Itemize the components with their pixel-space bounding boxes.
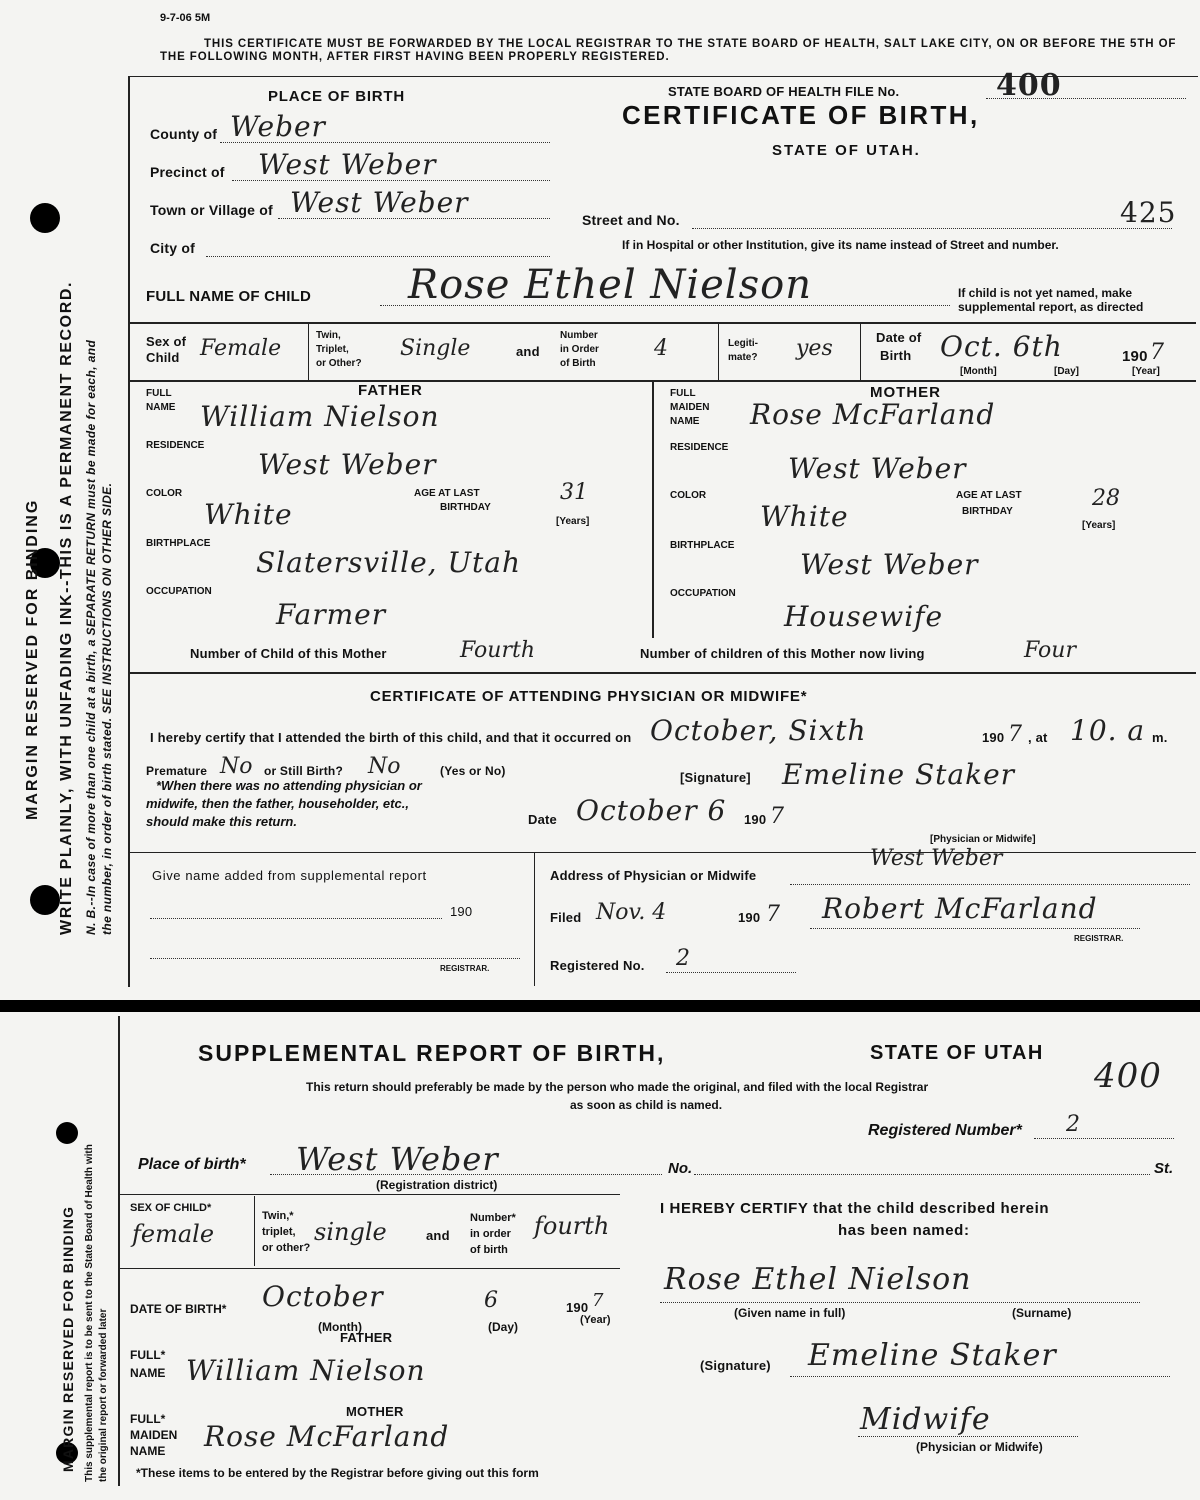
address-label: Address of Physician or Midwife [550,868,757,883]
birth-date-written: October, Sixth [650,714,867,747]
county-label: County of [150,126,218,142]
birth-year-written: 7 [1008,722,1022,747]
margin-note-1: N. B.--In case of more than one child at a birth, a SEPARATE RETURN must be made for each, and [84,339,98,935]
child-of-mother: Fourth [460,638,536,663]
file-no-label: STATE BOARD OF HEALTH FILE No. [668,84,900,99]
month-caption: (Month) [318,1320,362,1334]
place-label: Place of birth* [138,1156,246,1173]
divider [308,324,309,380]
supplemental-title: SUPPLEMENTAL REPORT OF BIRTH, [198,1040,666,1066]
county-value: Weber [230,110,326,143]
dob-month: October [262,1280,384,1313]
not-named-note-2: supplemental report, as directed [958,300,1144,314]
father-name: William Nielson [186,1354,426,1387]
physician-signature: Emeline Staker [782,758,1016,791]
m-label: m. [1152,730,1168,745]
binding-hole [30,885,60,915]
cert-date: October 6 [576,794,727,827]
registrar-signature: Robert McFarland [822,892,1098,925]
title-line [858,1436,1078,1437]
supplemental-state: STATE OF UTAH [870,1042,1044,1064]
mother-label-1: FULL* [130,1412,166,1426]
order-label-1: Number* [470,1212,516,1224]
divider [254,1196,255,1266]
day-caption: (Day) [488,1320,519,1334]
father-color: White [204,498,293,531]
certify-text: I hereby certify that I attended the birth of this child, and that it occurred on [150,730,632,745]
father-years-caption: [Years] [556,516,590,527]
father-birthplace-label: BIRTHPLACE [146,538,211,549]
supplemental-report [0,1012,1200,1500]
father-age-label-2: BIRTHDAY [440,502,491,513]
at-label: , at [1028,730,1048,745]
divider [718,324,719,380]
father-heading: FATHER [340,1330,393,1345]
year-caption: [Year] [1132,366,1160,377]
margin-note-2: the original report or forwarded later [98,1308,109,1482]
street-line [692,228,1172,229]
signature-label: (Signature) [700,1358,771,1373]
registration-district-caption: (Registration district) [376,1178,498,1192]
father-age-label-1: AGE AT LAST [414,488,480,499]
sex-value: female [132,1220,215,1248]
supplemental-name-line [150,918,442,919]
father-color-label: COLOR [146,488,183,499]
named-line [660,1302,1140,1303]
mother-years-caption: [Years] [1082,520,1116,531]
cert-year-prefix: 190 [744,812,767,827]
certify-line-2: has been named: [838,1222,970,1239]
physician-heading: CERTIFICATE OF ATTENDING PHYSICIAN OR MIDWIFE* [370,688,808,705]
named-child: Rose Ethel Nielson [664,1262,972,1297]
mother-birthplace-label: BIRTHPLACE [670,540,735,551]
printer-code: 9-7-06 5M [160,12,211,24]
dob-label-1: Date of [876,330,922,345]
mother-color: White [760,500,849,533]
twin-label-2: triplet, [262,1226,296,1238]
mother-color-label: COLOR [670,490,707,501]
registered-number-label: Registered Number* [868,1122,1022,1139]
sex-label: SEX OF CHILD* [130,1202,212,1214]
mother-name-label-1: FULL [670,388,696,399]
twin-value: Single [400,336,471,361]
rule [128,852,1196,853]
sex-value: Female [200,336,282,361]
father-residence-label: RESIDENCE [146,440,205,451]
filed-year: 7 [766,902,780,927]
children-living: Four [1024,638,1076,663]
title-signed: Midwife [860,1402,991,1437]
legit-label-2: mate? [728,352,758,363]
filed-label: Filed [550,910,582,925]
header-notice: THIS CERTIFICATE MUST BE FORWARDED BY THE LOCAL REGISTRAR TO THE STATE BOARD OF HEALTH, SALT LAKE CITY, ON OR BEFORE THE 5TH OF THE FOLLOWING MONTH, AFTER FIRST HAVING BEEN PROPERLY REGISTERED. [160,38,1177,63]
lower-divider [534,852,535,986]
mother-age-label-1: AGE AT LAST [956,490,1022,501]
mother-name: Rose McFarland [750,398,996,431]
legit-value: yes [796,336,833,361]
dob-year-suffix: 7 [1150,340,1164,365]
year-caption: (Year) [580,1314,611,1326]
rule [120,1194,620,1195]
divider [860,324,861,380]
city-line [206,256,550,257]
mother-residence-label: RESIDENCE [670,442,729,453]
place-value: West Weber [296,1140,499,1178]
mother-heading: MOTHER [870,384,941,401]
registrar-caption: REGISTRAR. [1074,934,1124,943]
dob-day: 6 [484,1288,498,1313]
dob-label: DATE OF BIRTH* [130,1302,227,1316]
address-line [790,884,1190,885]
county-line [220,142,550,143]
registrar-line [810,928,1140,929]
order-label-2: in Order [560,344,599,355]
premature-label: Premature [146,764,208,778]
mother-occupation: Housewife [784,600,944,633]
not-named-note-1: If child is not yet named, make [958,286,1133,300]
footnote: *These items to be entered by the Registrar before giving out this form [136,1466,539,1480]
legit-label-1: Legiti- [728,338,758,349]
twin-label-1: Twin,* [262,1210,294,1222]
stillbirth-value: No [368,754,401,779]
no-physician-note-3: should make this return. [146,814,297,829]
no-physician-note-2: midwife, then the father, householder, etc., [146,796,409,811]
street-line [694,1174,1150,1175]
mother-birthplace: West Weber [800,548,979,581]
physician-midwife-caption: [Physician or Midwife] [930,834,1036,845]
order-value: fourth [534,1212,610,1240]
father-name-label-1: FULL [146,388,172,399]
place-line [270,1174,662,1175]
mother-age: 28 [1092,486,1120,511]
given-caption: (Given name in full) [734,1306,846,1320]
mother-residence: West Weber [788,452,967,485]
dob-year-prefix: 190 [1122,348,1148,365]
dob-year-prefix: 190 [566,1300,589,1315]
full-name-label: FULL NAME OF CHILD [146,288,311,305]
mother-occupation-label: OCCUPATION [670,588,736,599]
mother-label-2: MAIDEN [130,1428,178,1442]
supplemental-year: 190 [450,904,473,919]
father-label-1: FULL* [130,1348,166,1362]
twin-value: single [314,1218,387,1246]
instruction-1: This return should preferably be made by the person who made the original, and filed with the local Registrar [306,1080,929,1094]
father-heading: FATHER [358,382,423,399]
town-value: West Weber [290,186,469,219]
city-label: City of [150,240,195,256]
mother-age-label-2: BIRTHDAY [962,506,1013,517]
twin-label-3: or Other? [316,358,362,369]
physician-address: West Weber [870,846,1003,871]
binding-hole [30,203,60,233]
rule [120,1268,620,1269]
dob-year: 7 [592,1290,604,1311]
registered-no: 2 [676,946,690,971]
and-label: and [516,344,540,359]
mother-heading: MOTHER [346,1404,404,1419]
precinct-label: Precinct of [150,164,225,180]
premature-value: No [220,754,253,779]
instruction-2: as soon as child is named. [570,1098,723,1112]
state-label: STATE OF UTAH. [772,142,921,159]
street-value: 425 [1120,196,1177,229]
twin-label-1: Twin, [316,330,341,341]
hospital-note: If in Hospital or other Institution, give its name instead of Street and number. [622,238,1059,252]
cert-date-label: Date [528,812,557,827]
order-label-2: in order [470,1228,511,1240]
father-age: 31 [560,480,588,505]
supplemental-file-no: 400 [1094,1056,1162,1096]
street-label: Street and No. [582,212,680,228]
precinct-value: West Weber [258,148,437,181]
father-birthplace: Slatersville, Utah [256,546,522,579]
father-label-2: NAME [130,1366,166,1380]
margin-binding-text: MARGIN RESERVED FOR BINDING [60,1205,76,1472]
dob-month-day: Oct. 6th [940,330,1063,363]
file-no-line [986,98,1186,99]
st-label: St. [1154,1160,1174,1177]
father-residence: West Weber [258,448,437,481]
registered-no-line [666,972,796,973]
supplemental-signature: Emeline Staker [808,1338,1057,1373]
mother-label-3: NAME [130,1444,166,1458]
margin-note-1: This supplemental report is to be sent to the State Board of Health with [84,1144,95,1482]
no-label: No. [668,1160,693,1177]
order-label-1: Number [560,330,598,341]
birth-time: 10. a [1070,714,1146,747]
rule [128,672,1196,674]
registered-no-label: Registered No. [550,958,645,973]
registrar-caption-left: REGISTRAR. [440,964,490,973]
sex-label-2: Child [146,350,180,365]
yes-no-label: (Yes or No) [440,764,506,778]
father-name-label-2: NAME [146,402,176,413]
certify-line-1: I HEREBY CERTIFY that the child described herein [660,1200,1050,1217]
child-of-mother-label: Number of Child of this Mother [190,646,387,661]
order-label-3: of Birth [560,358,596,369]
order-label-3: of birth [470,1244,508,1256]
file-no: 400 [996,68,1062,103]
filed-date: Nov. 4 [596,900,667,925]
parent-divider [652,380,654,638]
margin-ink-text: WRITE PLAINLY, WITH UNFADING INK--THIS IS A PERMANENT RECORD. [58,280,75,935]
margin-note-2: the number, in order of birth stated. SEE INSTRUCTIONS ON OTHER SIDE. [100,482,114,935]
twin-label-2: Triplet, [316,344,349,355]
mother-name: Rose McFarland [204,1420,450,1453]
stillbirth-label: or Still Birth? [264,764,343,778]
birth-year-prefix: 190 [982,730,1005,745]
twin-label-3: or other? [262,1242,311,1254]
binding-hole [56,1122,78,1144]
mother-name-label-3: NAME [670,416,700,427]
town-line [278,218,550,219]
father-name: William Nielson [200,400,440,433]
filed-year-prefix: 190 [738,910,761,925]
rule [128,322,1196,324]
month-caption: [Month] [960,366,997,377]
supplemental-registrar-line [150,958,520,959]
dob-label-2: Birth [880,348,912,363]
father-occupation-label: OCCUPATION [146,586,212,597]
father-occupation: Farmer [276,598,387,631]
town-label: Town or Village of [150,202,273,218]
margin-binding-text: MARGIN RESERVED FOR BINDING [24,498,41,820]
and-label: and [426,1228,450,1243]
registered-number: 2 [1066,1112,1080,1137]
mother-name-label-2: MAIDEN [670,402,710,413]
signature-label: [Signature] [680,770,751,785]
sex-label-1: Sex of [146,334,187,349]
certificate-title: CERTIFICATE OF BIRTH, [622,100,980,130]
cert-year: 7 [770,804,784,829]
precinct-line [232,180,550,181]
physician-caption: (Physician or Midwife) [916,1440,1043,1454]
day-caption: [Day] [1054,366,1080,377]
no-physician-note-1: *When there was no attending physician or [156,778,422,793]
surname-caption: (Surname) [1012,1306,1072,1320]
rule [128,380,1196,382]
place-of-birth-heading: PLACE OF BIRTH [268,88,406,105]
order-value: 4 [654,336,668,361]
children-living-label: Number of children of this Mother now living [640,646,925,661]
form-border [118,1016,120,1486]
registered-number-line [1034,1138,1174,1139]
signature-line [790,1376,1170,1377]
supplemental-name-label: Give name added from supplemental report [152,868,427,883]
child-name: Rose Ethel Nielson [408,262,812,308]
child-name-line [380,305,950,306]
